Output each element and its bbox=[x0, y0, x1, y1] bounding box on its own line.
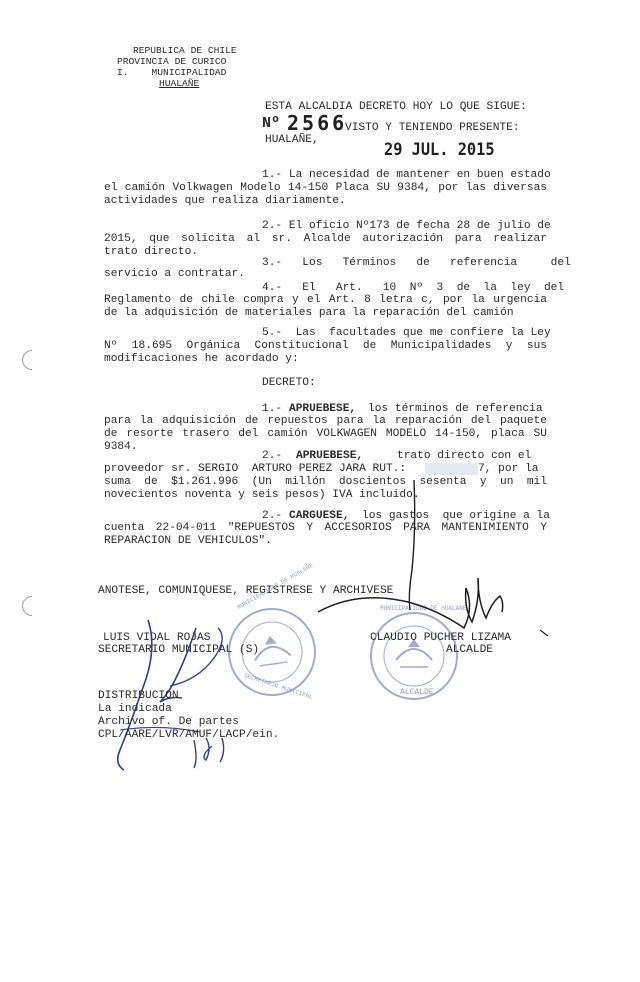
considerando-4-body: Reglamento de chile compra y el Art. 8 letra c, por la urgencia de la adquisición de materiales para la reparación del camión bbox=[104, 294, 547, 319]
distribution-title: DISTRIBUCION bbox=[98, 690, 179, 702]
closing-line: ANOTESE, COMUNIQUESE, REGISTRESE Y ARCHIVESE bbox=[98, 585, 394, 597]
decreto-2-num: 2.- bbox=[262, 450, 283, 462]
decree-number-label: Nº bbox=[262, 115, 281, 132]
distribution-line-2: Archivo of. De partes bbox=[98, 716, 239, 728]
signer-right-title: ALCALDE bbox=[446, 644, 493, 656]
decreto-1-body: para la adquisición de repuestos para la reparación del paquete de resorte trasero del camión VOLKWAGEN MODELO 14-150, placa SU 9384. bbox=[104, 415, 547, 453]
decreto-2-body: suma de $1.261.996 (Un millón doscientos sesenta y un mil novecientos noventa y seis pesos) IVA incluido. bbox=[104, 476, 547, 501]
distribution-line-3: CPL/AARE/LVR/AMUF/LACP/ein. bbox=[98, 729, 280, 741]
considerando-4-first: 4.- El Art. 10 Nº 3 de la ley del bbox=[262, 282, 565, 294]
decreto-title: DECRETO: bbox=[262, 377, 316, 389]
seal-alcalde-text-bottom: ALCALDE bbox=[400, 688, 434, 697]
place-line: HUALAÑE, bbox=[265, 134, 319, 146]
decreto-3-num: 2.- bbox=[262, 510, 283, 522]
decreto-2-keyword: APRUEBESE, bbox=[296, 450, 364, 462]
header-municipality: I. MUNICIPALIDAD bbox=[117, 67, 227, 78]
decreto-1-first-tail: los términos de referencia bbox=[368, 403, 543, 415]
signer-left-title: SECRETARIO MUNICIPAL (S) bbox=[98, 644, 260, 656]
decree-number: 2566 bbox=[287, 111, 348, 135]
considerando-1-body: el camión Volkwagen Modelo 14-150 Placa SU 9384, por las diversas actividades que realiza diariamente. bbox=[104, 182, 547, 207]
redacted-rut bbox=[425, 463, 478, 475]
considerando-3-body: servicio a contratar. bbox=[104, 268, 245, 280]
seal-secretario-text-bottom: SECRETARIO MUNICIPAL bbox=[242, 672, 314, 701]
signer-left-name: LUIS VIDAL ROJAS bbox=[103, 632, 211, 644]
decreto-2-line2-a: proveedor sr. SERGIO ARTURO PEREZ JARA RUT.: bbox=[104, 463, 407, 475]
considerando-2-first: 2.- El oficio Nº173 de fecha 28 de julio de bbox=[262, 220, 551, 232]
decreto-3-first-tail: los gastos que origine a la bbox=[362, 510, 550, 522]
seal-secretario-text-top: MUNICIPALIDAD DE HUALAÑE bbox=[236, 561, 315, 612]
decreto-1-num: 1.- bbox=[262, 403, 283, 415]
signer-right-name: CLAUDIO PUCHER LIZAMA bbox=[370, 632, 511, 644]
considerando-1-first: 1.- La necesidad de mantener en buen estado bbox=[262, 169, 551, 181]
alcaldia-line: ESTA ALCALDIA DECRETO HOY LO QUE SIGUE: bbox=[265, 101, 527, 113]
considerando-5-first: 5.- Las facultades que me confiere la Ley bbox=[262, 327, 551, 339]
punch-hole-top bbox=[18, 346, 46, 374]
decree-date: 29 JUL. 2015 bbox=[384, 140, 495, 160]
seal-alcalde-text-top: MUNICIPALIDAD DE HUALAÑE bbox=[380, 605, 467, 612]
visto-line: VISTO Y TENIENDO PRESENTE: bbox=[345, 122, 520, 134]
decreto-3-body: cuenta 22-04-011 "REPUESTOS Y ACCESORIOS PARA MANTENIMIENTO Y REPARACION DE VEHICULOS". bbox=[104, 522, 547, 547]
header-republic: REPUBLICA DE CHILE bbox=[133, 45, 237, 56]
decreto-3-keyword: CARGUESE, bbox=[289, 510, 350, 522]
header-province: PROVINCIA DE CURICO bbox=[117, 56, 227, 67]
punch-hole-bottom bbox=[18, 592, 46, 620]
decreto-2-line2-b: 7, por la bbox=[478, 463, 539, 475]
decreto-2-first-tail: trato directo con el bbox=[397, 450, 532, 462]
considerando-3-first: 3.- Los Términos de referencia del bbox=[262, 257, 571, 269]
considerando-5-body: Nº 18.695 Orgánica Constitucional de Municipalidades y sus modificaciones he acordado y: bbox=[104, 340, 547, 365]
header-town: HUALAÑE bbox=[159, 78, 200, 89]
decreto-1-keyword: APRUEBESE, bbox=[289, 403, 357, 415]
considerando-2-body: 2015, que solicita al sr. Alcalde autorización para realizar trato directo. bbox=[104, 233, 547, 258]
distribution-line-1: La indicada bbox=[98, 703, 172, 715]
